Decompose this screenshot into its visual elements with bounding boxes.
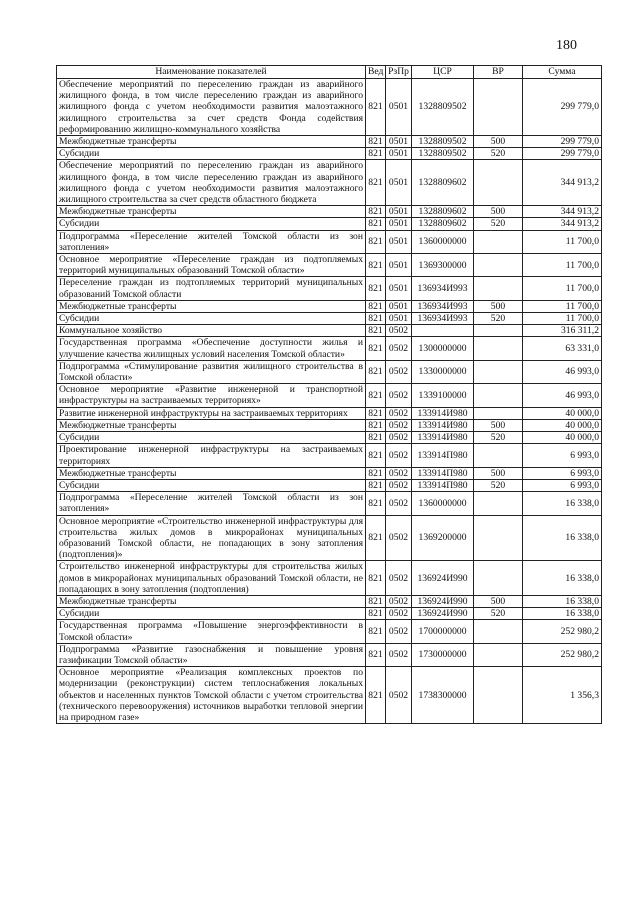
table-cell-vr: 520 — [474, 479, 523, 491]
table-cell-rzpr: 0501 — [386, 218, 412, 230]
table-cell-vr — [474, 492, 523, 515]
table-cell-name: Субсидии — [57, 218, 366, 230]
header-csr: ЦСР — [412, 66, 474, 79]
table-cell-rzpr: 0502 — [386, 407, 412, 419]
table-cell-csr: 136924И990 — [412, 561, 474, 596]
table-cell-vr — [474, 79, 523, 136]
table-row — [57, 667, 602, 724]
table-row — [57, 492, 602, 515]
table-cell-name: Субсидии — [57, 313, 366, 325]
table-cell-sum: 46 993,0 — [523, 384, 602, 407]
table-cell-name: Основное мероприятие «Переселение граждан из подтопляемых территорий муниципальных образований Томской области» — [57, 254, 366, 277]
table-cell-vr — [474, 667, 523, 724]
table-cell-sum: 6 993,0 — [523, 467, 602, 479]
table-cell-csr: 133914П980 — [412, 479, 474, 491]
table-cell-ved: 821 — [366, 218, 386, 230]
table-cell-vr: 520 — [474, 313, 523, 325]
table-cell-ved: 821 — [366, 384, 386, 407]
table-row — [57, 419, 602, 431]
page-number: 180 — [556, 38, 577, 53]
table-cell-csr: 1328809602 — [412, 206, 474, 218]
table-cell-sum: 344 913,2 — [523, 218, 602, 230]
table-cell-ved: 821 — [366, 561, 386, 596]
table-row — [57, 479, 602, 491]
table-cell-rzpr: 0501 — [386, 254, 412, 277]
table-cell-sum: 40 000,0 — [523, 432, 602, 444]
table-cell-ved: 821 — [366, 136, 386, 148]
table-cell-sum: 11 700,0 — [523, 230, 602, 253]
table-cell-rzpr: 0502 — [386, 325, 412, 337]
table-cell-csr: 133914П980 — [412, 467, 474, 479]
table-cell-sum: 46 993,0 — [523, 360, 602, 383]
table-cell-ved: 821 — [366, 479, 386, 491]
table-cell-csr: 136934И993 — [412, 277, 474, 300]
table-cell-rzpr: 0501 — [386, 206, 412, 218]
table-cell-rzpr: 0502 — [386, 444, 412, 467]
table-cell-vr: 500 — [474, 595, 523, 607]
table-cell-vr: 520 — [474, 148, 523, 160]
table-cell-ved: 821 — [366, 300, 386, 312]
table-cell-vr — [474, 160, 523, 206]
table-cell-csr: 1360000000 — [412, 230, 474, 253]
table-cell-csr: 1360000000 — [412, 492, 474, 515]
table-row — [57, 206, 602, 218]
table-cell-vr: 500 — [474, 136, 523, 148]
table-cell-name: Межбюджетные трансферты — [57, 206, 366, 218]
header-rzpr: РзПр — [386, 66, 412, 79]
table-cell-name: Строительство инженерной инфраструктуры для строительства жилых домов в микрорайонах муниципальных образований Томской области, не попадающих в зону затопления (подтопления) — [57, 561, 366, 596]
table-cell-vr — [474, 384, 523, 407]
table-cell-sum: 299 779,0 — [523, 148, 602, 160]
table-cell-name: Обеспечение мероприятий по переселению граждан из аварийного жилищного фонда, в том числе переселению граждан из аварийного жилищного фонда с учетом необходимости развития малоэтажного жилищного строительства за счет средств Фонда содействия реформированию жилищно-коммунального хозяйства — [57, 79, 366, 136]
table-row — [57, 444, 602, 467]
table-cell-ved: 821 — [366, 407, 386, 419]
table-cell-ved: 821 — [366, 148, 386, 160]
table-cell-vr — [474, 360, 523, 383]
table-cell-rzpr: 0502 — [386, 432, 412, 444]
table-cell-sum: 16 338,0 — [523, 608, 602, 620]
table-cell-sum: 1 356,3 — [523, 667, 602, 724]
table-cell-csr: 133914И980 — [412, 407, 474, 419]
table-cell-ved: 821 — [366, 515, 386, 561]
table-cell-sum: 299 779,0 — [523, 79, 602, 136]
table-cell-sum: 6 993,0 — [523, 444, 602, 467]
table-cell-name: Межбюджетные трансферты — [57, 467, 366, 479]
table-cell-vr — [474, 254, 523, 277]
table-cell-sum: 16 338,0 — [523, 595, 602, 607]
table-cell-name: Межбюджетные трансферты — [57, 136, 366, 148]
table-cell-ved: 821 — [366, 643, 386, 666]
table-cell-csr — [412, 325, 474, 337]
header-name: Наименование показателей — [57, 66, 366, 79]
table-cell-name: Межбюджетные трансферты — [57, 595, 366, 607]
table-cell-vr: 500 — [474, 206, 523, 218]
table-cell-csr: 1369200000 — [412, 515, 474, 561]
table-cell-name: Проектирование инженерной инфраструктуры на застраиваемых территориях — [57, 444, 366, 467]
table-cell-rzpr: 0502 — [386, 620, 412, 643]
table-cell-rzpr: 0502 — [386, 608, 412, 620]
table-row — [57, 643, 602, 666]
table-header-row — [57, 66, 602, 79]
table-cell-sum: 16 338,0 — [523, 492, 602, 515]
table-cell-name: Государственная программа «Повышение энергоэффективности в Томской области» — [57, 620, 366, 643]
table-cell-vr: 500 — [474, 467, 523, 479]
table-row — [57, 277, 602, 300]
table-cell-name: Подпрограмма «Переселение жителей Томской области из зон затопления» — [57, 492, 366, 515]
table-cell-ved: 821 — [366, 360, 386, 383]
table-cell-name: Основное мероприятие «Развитие инженерной и транспортной инфраструктуры на застраиваемых территориях» — [57, 384, 366, 407]
table-cell-vr: 500 — [474, 300, 523, 312]
table-cell-sum: 252 980,2 — [523, 643, 602, 666]
table-cell-ved: 821 — [366, 595, 386, 607]
header-ved: Вед — [366, 66, 386, 79]
table-row — [57, 360, 602, 383]
header-vr: ВР — [474, 66, 523, 79]
table-cell-rzpr: 0501 — [386, 136, 412, 148]
table-cell-ved: 821 — [366, 79, 386, 136]
table-cell-rzpr: 0502 — [386, 561, 412, 596]
table-cell-vr: 500 — [474, 419, 523, 431]
table-cell-sum: 11 700,0 — [523, 254, 602, 277]
table-cell-csr: 1730000000 — [412, 643, 474, 666]
table-row — [57, 561, 602, 596]
table-row — [57, 407, 602, 419]
table-cell-rzpr: 0501 — [386, 277, 412, 300]
table-cell-ved: 821 — [366, 313, 386, 325]
table-cell-rzpr: 0502 — [386, 467, 412, 479]
table-row — [57, 384, 602, 407]
table-row — [57, 608, 602, 620]
table-row — [57, 218, 602, 230]
table-cell-ved: 821 — [366, 432, 386, 444]
table-row — [57, 254, 602, 277]
table-cell-vr: 520 — [474, 218, 523, 230]
table-cell-csr: 1328809502 — [412, 79, 474, 136]
table-cell-sum: 6 993,0 — [523, 479, 602, 491]
table-cell-csr: 1369300000 — [412, 254, 474, 277]
table-cell-name: Субсидии — [57, 432, 366, 444]
table-cell-name: Межбюджетные трансферты — [57, 419, 366, 431]
table-cell-csr: 1328809602 — [412, 218, 474, 230]
table-cell-sum: 40 000,0 — [523, 419, 602, 431]
table-row — [57, 325, 602, 337]
table-row — [57, 515, 602, 561]
table-cell-ved: 821 — [366, 419, 386, 431]
table-row — [57, 595, 602, 607]
table-cell-ved: 821 — [366, 325, 386, 337]
table-cell-ved: 821 — [366, 444, 386, 467]
table-cell-rzpr: 0502 — [386, 515, 412, 561]
table-cell-sum: 299 779,0 — [523, 136, 602, 148]
table-cell-rzpr: 0502 — [386, 337, 412, 360]
table-cell-sum: 11 700,0 — [523, 277, 602, 300]
table-cell-name: Развитие инженерной инфраструктуры на застраиваемых территориях — [57, 407, 366, 419]
table-cell-rzpr: 0502 — [386, 492, 412, 515]
header-sum: Сумма — [523, 66, 602, 79]
table-cell-name: Основное мероприятие «Строительство инженерной инфраструктуры для строительства жилых домов в микрорайонах муниципальных образований Томской области, не попадающих в зону затопления (подтопления)» — [57, 515, 366, 561]
table-row — [57, 230, 602, 253]
table-cell-csr: 1330000000 — [412, 360, 474, 383]
table-cell-rzpr: 0502 — [386, 419, 412, 431]
table-cell-sum: 344 913,2 — [523, 160, 602, 206]
table-cell-sum: 344 913,2 — [523, 206, 602, 218]
table-row — [57, 432, 602, 444]
table-cell-csr: 133914П980 — [412, 444, 474, 467]
table-cell-csr: 133914И980 — [412, 419, 474, 431]
table-cell-ved: 821 — [366, 160, 386, 206]
table-row — [57, 620, 602, 643]
table-cell-rzpr: 0502 — [386, 667, 412, 724]
table-cell-csr: 136934И993 — [412, 300, 474, 312]
table-cell-ved: 821 — [366, 277, 386, 300]
table-cell-csr: 136924И990 — [412, 595, 474, 607]
table-cell-sum: 40 000,0 — [523, 407, 602, 419]
table-cell-sum: 63 331,0 — [523, 337, 602, 360]
table-row — [57, 467, 602, 479]
table-cell-name: Переселение граждан из подтопляемых территорий муниципальных образований Томской области — [57, 277, 366, 300]
table-cell-csr: 1328809502 — [412, 136, 474, 148]
table-cell-name: Обеспечение мероприятий по переселению граждан из аварийного жилищного фонда, в том числе переселению граждан из аварийного жилищного фонда с учетом необходимости развития малоэтажного жилищного строительства за счет средств областного бюджета — [57, 160, 366, 206]
table-cell-vr — [474, 643, 523, 666]
table-cell-sum: 11 700,0 — [523, 300, 602, 312]
table-cell-vr — [474, 561, 523, 596]
table-cell-vr: 520 — [474, 608, 523, 620]
table-cell-vr — [474, 620, 523, 643]
table-cell-rzpr: 0501 — [386, 79, 412, 136]
table-cell-ved: 821 — [366, 337, 386, 360]
table-cell-name: Подпрограмма «Переселение жителей Томской области из зон затопления» — [57, 230, 366, 253]
table-cell-ved: 821 — [366, 492, 386, 515]
table-cell-name: Субсидии — [57, 148, 366, 160]
table-cell-vr — [474, 515, 523, 561]
table-cell-rzpr: 0501 — [386, 300, 412, 312]
table-cell-vr — [474, 230, 523, 253]
table-row — [57, 136, 602, 148]
table-cell-name: Подпрограмма «Стимулирование развития жилищного строительства в Томской области» — [57, 360, 366, 383]
table-cell-name: Государственная программа «Обеспечение доступности жилья и улучшение качества жилищных условий населения Томской области» — [57, 337, 366, 360]
table-cell-rzpr: 0501 — [386, 160, 412, 206]
table-cell-ved: 821 — [366, 667, 386, 724]
table-row — [57, 313, 602, 325]
table-row — [57, 160, 602, 206]
table-cell-vr — [474, 337, 523, 360]
table-cell-csr: 1339100000 — [412, 384, 474, 407]
table-cell-vr — [474, 444, 523, 467]
table-row — [57, 79, 602, 136]
table-cell-name: Субсидии — [57, 479, 366, 491]
table-cell-sum: 316 311,2 — [523, 325, 602, 337]
table-cell-sum: 252 980,2 — [523, 620, 602, 643]
table-cell-rzpr: 0501 — [386, 148, 412, 160]
table-cell-csr: 136934И993 — [412, 313, 474, 325]
table-cell-ved: 821 — [366, 230, 386, 253]
table-cell-name: Основное мероприятие «Реализация комплексных проектов по модернизации (реконструкции) систем теплоснабжения локальных объектов и населенных пунктов Томской области с учетом строительства (технического перевооружения) источников выработки тепловой энергии на природном газе» — [57, 667, 366, 724]
table-cell-csr: 1738300000 — [412, 667, 474, 724]
table-cell-name: Подпрограмма «Развитие газоснабжения и повышение уровня газификации Томской области» — [57, 643, 366, 666]
table-cell-rzpr: 0501 — [386, 230, 412, 253]
table-cell-rzpr: 0502 — [386, 479, 412, 491]
table-cell-ved: 821 — [366, 620, 386, 643]
table-cell-rzpr: 0502 — [386, 384, 412, 407]
table-cell-vr — [474, 277, 523, 300]
table-cell-ved: 821 — [366, 608, 386, 620]
table-cell-csr: 1328809502 — [412, 148, 474, 160]
table-cell-csr: 1300000000 — [412, 337, 474, 360]
table-cell-ved: 821 — [366, 467, 386, 479]
table-row — [57, 300, 602, 312]
table-cell-rzpr: 0501 — [386, 313, 412, 325]
table-cell-vr: 520 — [474, 432, 523, 444]
table-cell-vr — [474, 407, 523, 419]
table-cell-ved: 821 — [366, 206, 386, 218]
table-cell-vr — [474, 325, 523, 337]
table-cell-csr: 133914И980 — [412, 432, 474, 444]
table-row — [57, 148, 602, 160]
budget-table — [56, 65, 602, 724]
table-cell-sum: 16 338,0 — [523, 515, 602, 561]
table-cell-csr: 1328809602 — [412, 160, 474, 206]
table-cell-csr: 136924И990 — [412, 608, 474, 620]
table-cell-rzpr: 0502 — [386, 595, 412, 607]
table-cell-sum: 16 338,0 — [523, 561, 602, 596]
table-cell-sum: 11 700,0 — [523, 313, 602, 325]
table-cell-ved: 821 — [366, 254, 386, 277]
table-cell-name: Коммунальное хозяйство — [57, 325, 366, 337]
table-cell-name: Межбюджетные трансферты — [57, 300, 366, 312]
table-cell-rzpr: 0502 — [386, 643, 412, 666]
table-cell-csr: 1700000000 — [412, 620, 474, 643]
table-row — [57, 337, 602, 360]
table-cell-name: Субсидии — [57, 608, 366, 620]
table-cell-rzpr: 0502 — [386, 360, 412, 383]
